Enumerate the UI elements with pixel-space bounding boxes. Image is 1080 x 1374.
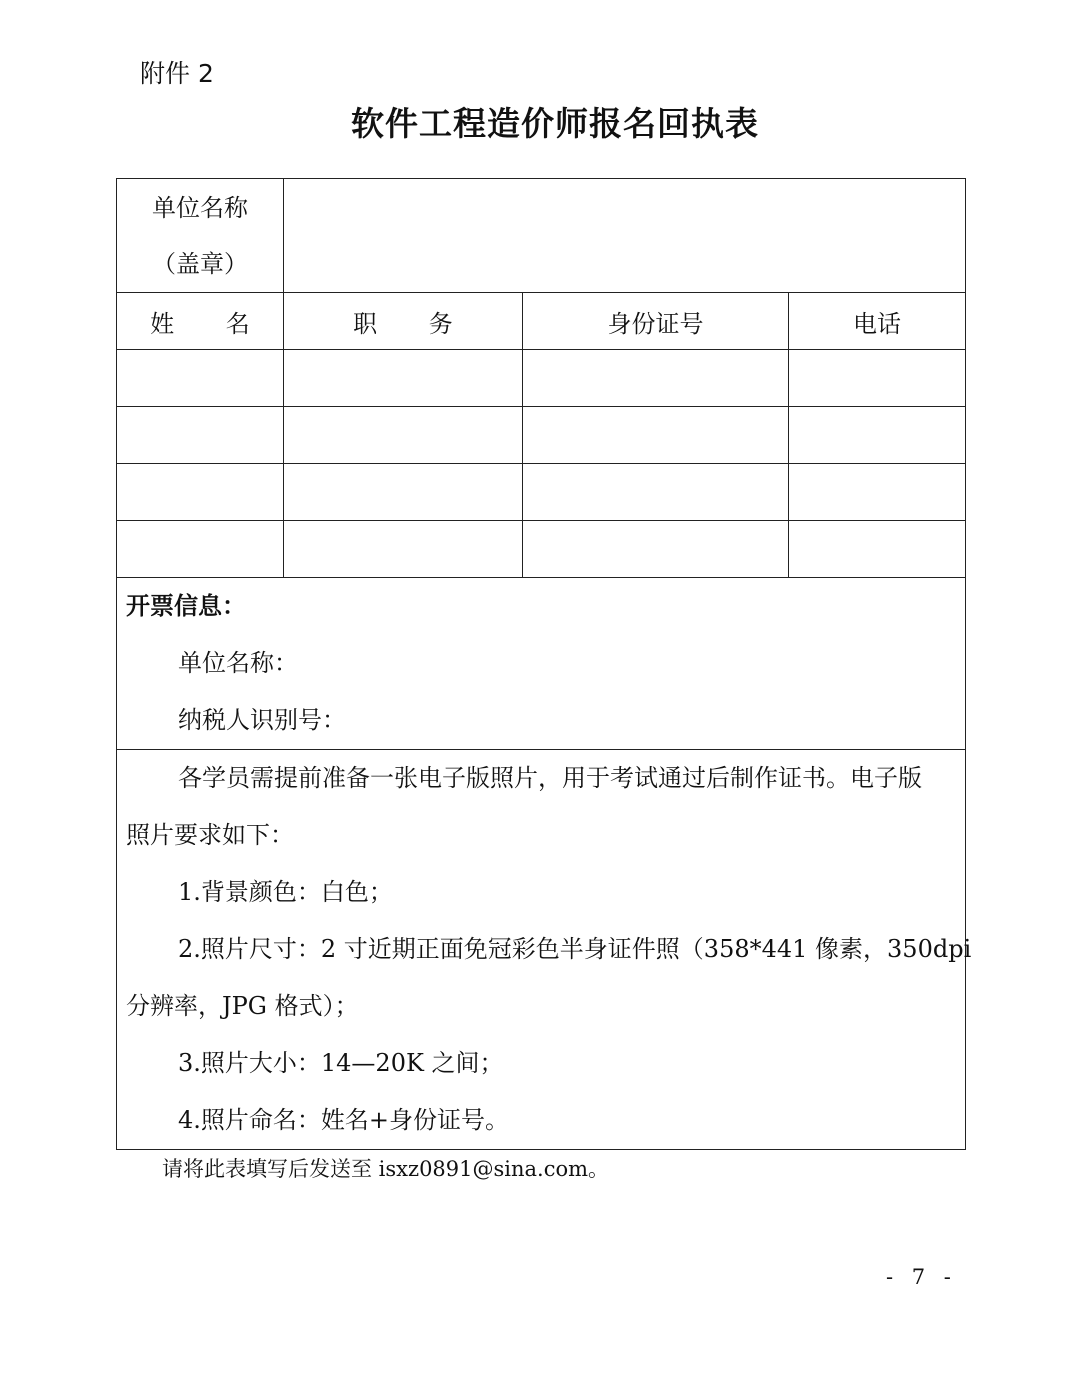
id-number-cell[interactable]: [523, 464, 789, 521]
phone-cell[interactable]: [789, 521, 966, 578]
table-row: [117, 464, 966, 521]
table-row: [117, 350, 966, 407]
unit-row: [117, 179, 966, 293]
registration-form-table: [116, 178, 972, 1150]
table-row: [117, 407, 966, 464]
header-row: [117, 293, 966, 350]
id-number-cell[interactable]: [523, 407, 789, 464]
invoice-info-row: [117, 578, 966, 750]
unit-label-line1: 单位名称: [152, 193, 248, 222]
name-cell[interactable]: [117, 350, 284, 407]
phone-cell[interactable]: [789, 407, 966, 464]
position-cell[interactable]: [284, 350, 523, 407]
invoice-heading: 开票信息：: [126, 592, 246, 620]
unit-name-input-cell[interactable]: [284, 179, 966, 293]
photo-intro-line1: 各学员需提前准备一张电子版照片，用于考试通过后制作证书。电子版: [178, 764, 922, 792]
position-cell[interactable]: [284, 464, 523, 521]
form-title: 软件工程造价师报名回执表: [351, 104, 759, 143]
photo-requirements-cell: [117, 750, 972, 1150]
col-header-id-number: 身份证号: [523, 293, 789, 350]
name-cell[interactable]: [117, 521, 284, 578]
photo-requirements-row: [117, 750, 966, 1150]
id-number-cell[interactable]: [523, 350, 789, 407]
name-cell[interactable]: [117, 407, 284, 464]
position-cell[interactable]: [284, 521, 523, 578]
attachment-label: 附件 2: [140, 59, 214, 88]
page-number: - 7 -: [886, 1265, 957, 1289]
id-number-cell[interactable]: [523, 521, 789, 578]
position-cell[interactable]: [284, 407, 523, 464]
unit-label-cell: [117, 179, 284, 293]
col-header-phone: 电话: [789, 293, 966, 350]
name-cell[interactable]: [117, 464, 284, 521]
invoice-unit-name-label: 单位名称：: [178, 649, 298, 677]
invoice-info-cell: [117, 578, 966, 750]
table-row: [117, 521, 966, 578]
photo-req-item2b: 分辨率，JPG 格式）；: [126, 992, 359, 1020]
phone-cell[interactable]: [789, 464, 966, 521]
photo-intro-line2: 照片要求如下：: [126, 821, 294, 849]
photo-req-item1: 1.背景颜色：白色；: [178, 878, 393, 906]
col-header-name: 姓 名: [117, 293, 284, 350]
photo-req-item3: 3.照片大小：14—20K 之间；: [178, 1049, 504, 1077]
unit-label-line2: （盖章）: [152, 249, 248, 278]
photo-req-item4: 4.照片命名：姓名+身份证号。: [178, 1106, 510, 1134]
phone-cell[interactable]: [789, 350, 966, 407]
photo-req-item2a: 2.照片尺寸：2 寸近期正面免冠彩色半身证件照（358*441 像素，350dpi: [178, 935, 972, 963]
submission-note: 请将此表填写后发送至 isxz0891@sina.com。: [162, 1157, 610, 1181]
invoice-taxpayer-id-label: 纳税人识别号：: [178, 706, 346, 734]
col-header-position: 职 务: [284, 293, 523, 350]
